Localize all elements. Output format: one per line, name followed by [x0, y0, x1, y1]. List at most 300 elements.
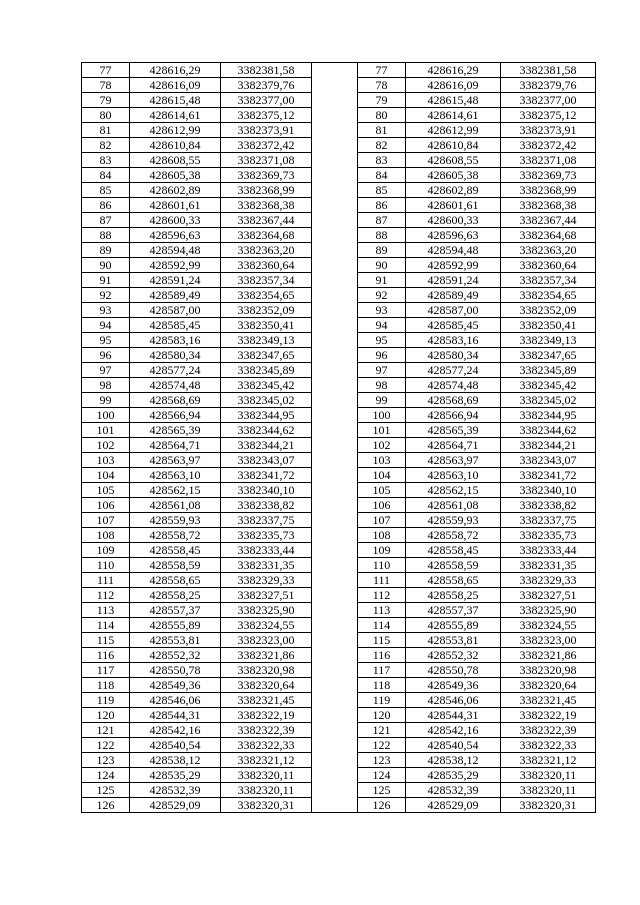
left-x-coordinate-cell: 428562,15	[130, 483, 221, 498]
right-point-number-cell: 100	[358, 408, 406, 423]
right-y-coordinate-cell: 3382368,99	[501, 183, 596, 198]
right-point-number-cell: 122	[358, 738, 406, 753]
left-point-number-cell: 114	[82, 618, 130, 633]
column-gap	[312, 468, 358, 483]
right-y-coordinate-cell: 3382331,35	[501, 558, 596, 573]
left-y-coordinate-cell: 3382357,34	[221, 273, 312, 288]
column-gap	[312, 303, 358, 318]
right-x-coordinate-cell: 428561,08	[406, 498, 501, 513]
right-y-coordinate-cell: 3382345,89	[501, 363, 596, 378]
table-row	[82, 318, 596, 333]
left-y-coordinate-cell: 3382371,08	[221, 153, 312, 168]
left-point-number-cell: 82	[82, 138, 130, 153]
left-x-coordinate-cell: 428558,25	[130, 588, 221, 603]
right-y-coordinate-cell: 3382375,12	[501, 108, 596, 123]
right-point-number-cell: 84	[358, 168, 406, 183]
right-x-coordinate-cell: 428565,39	[406, 423, 501, 438]
right-point-number-cell: 86	[358, 198, 406, 213]
left-point-number-cell: 91	[82, 273, 130, 288]
column-gap	[312, 723, 358, 738]
right-point-number-cell: 110	[358, 558, 406, 573]
left-point-number-cell: 101	[82, 423, 130, 438]
right-x-coordinate-cell: 428558,45	[406, 543, 501, 558]
table-row	[82, 408, 596, 423]
left-y-coordinate-cell: 3382327,51	[221, 588, 312, 603]
left-y-coordinate-cell: 3382368,38	[221, 198, 312, 213]
right-x-coordinate-cell: 428580,34	[406, 348, 501, 363]
table-row	[82, 93, 596, 108]
left-y-coordinate-cell: 3382331,35	[221, 558, 312, 573]
right-point-number-cell: 105	[358, 483, 406, 498]
left-point-number-cell: 104	[82, 468, 130, 483]
right-point-number-cell: 79	[358, 93, 406, 108]
right-y-coordinate-cell: 3382381,58	[501, 63, 596, 78]
right-x-coordinate-cell: 428553,81	[406, 633, 501, 648]
left-x-coordinate-cell: 428602,89	[130, 183, 221, 198]
left-y-coordinate-cell: 3382345,02	[221, 393, 312, 408]
column-gap	[312, 333, 358, 348]
right-y-coordinate-cell: 3382337,75	[501, 513, 596, 528]
left-y-coordinate-cell: 3382320,98	[221, 663, 312, 678]
left-point-number-cell: 117	[82, 663, 130, 678]
left-y-coordinate-cell: 3382344,95	[221, 408, 312, 423]
left-x-coordinate-cell: 428614,61	[130, 108, 221, 123]
left-y-coordinate-cell: 3382321,45	[221, 693, 312, 708]
right-x-coordinate-cell: 428615,48	[406, 93, 501, 108]
right-y-coordinate-cell: 3382371,08	[501, 153, 596, 168]
right-point-number-cell: 114	[358, 618, 406, 633]
table-row	[82, 453, 596, 468]
right-point-number-cell: 113	[358, 603, 406, 618]
table-row	[82, 108, 596, 123]
left-point-number-cell: 88	[82, 228, 130, 243]
table-row	[82, 153, 596, 168]
table-row	[82, 528, 596, 543]
left-point-number-cell: 96	[82, 348, 130, 363]
right-x-coordinate-cell: 428540,54	[406, 738, 501, 753]
table-row	[82, 393, 596, 408]
table-row	[82, 483, 596, 498]
right-point-number-cell: 83	[358, 153, 406, 168]
right-x-coordinate-cell: 428557,37	[406, 603, 501, 618]
right-y-coordinate-cell: 3382320,31	[501, 798, 596, 813]
table-row	[82, 678, 596, 693]
left-y-coordinate-cell: 3382363,20	[221, 243, 312, 258]
right-y-coordinate-cell: 3382369,73	[501, 168, 596, 183]
right-y-coordinate-cell: 3382360,64	[501, 258, 596, 273]
left-y-coordinate-cell: 3382324,55	[221, 618, 312, 633]
left-point-number-cell: 107	[82, 513, 130, 528]
right-point-number-cell: 101	[358, 423, 406, 438]
column-gap	[312, 138, 358, 153]
right-point-number-cell: 106	[358, 498, 406, 513]
table-row	[82, 333, 596, 348]
right-y-coordinate-cell: 3382325,90	[501, 603, 596, 618]
right-x-coordinate-cell: 428558,65	[406, 573, 501, 588]
table-row	[82, 738, 596, 753]
table-row	[82, 198, 596, 213]
right-point-number-cell: 119	[358, 693, 406, 708]
right-point-number-cell: 109	[358, 543, 406, 558]
right-y-coordinate-cell: 3382324,55	[501, 618, 596, 633]
left-x-coordinate-cell: 428553,81	[130, 633, 221, 648]
right-x-coordinate-cell: 428612,99	[406, 123, 501, 138]
column-gap	[312, 63, 358, 78]
right-y-coordinate-cell: 3382377,00	[501, 93, 596, 108]
column-gap	[312, 438, 358, 453]
left-point-number-cell: 105	[82, 483, 130, 498]
left-x-coordinate-cell: 428544,31	[130, 708, 221, 723]
table-row	[82, 258, 596, 273]
right-x-coordinate-cell: 428546,06	[406, 693, 501, 708]
right-y-coordinate-cell: 3382322,39	[501, 723, 596, 738]
right-point-number-cell: 88	[358, 228, 406, 243]
right-point-number-cell: 89	[358, 243, 406, 258]
left-x-coordinate-cell: 428546,06	[130, 693, 221, 708]
column-gap	[312, 123, 358, 138]
right-x-coordinate-cell: 428563,10	[406, 468, 501, 483]
right-x-coordinate-cell: 428592,99	[406, 258, 501, 273]
left-x-coordinate-cell: 428583,16	[130, 333, 221, 348]
table-row	[82, 663, 596, 678]
column-gap	[312, 93, 358, 108]
column-gap	[312, 753, 358, 768]
right-x-coordinate-cell: 428562,15	[406, 483, 501, 498]
column-gap	[312, 783, 358, 798]
column-gap	[312, 153, 358, 168]
right-y-coordinate-cell: 3382352,09	[501, 303, 596, 318]
left-y-coordinate-cell: 3382338,82	[221, 498, 312, 513]
table-row	[82, 603, 596, 618]
left-point-number-cell: 123	[82, 753, 130, 768]
table-row	[82, 693, 596, 708]
left-x-coordinate-cell: 428563,10	[130, 468, 221, 483]
left-x-coordinate-cell: 428580,34	[130, 348, 221, 363]
right-y-coordinate-cell: 3382329,33	[501, 573, 596, 588]
left-y-coordinate-cell: 3382368,99	[221, 183, 312, 198]
left-x-coordinate-cell: 428596,63	[130, 228, 221, 243]
right-y-coordinate-cell: 3382368,38	[501, 198, 596, 213]
left-y-coordinate-cell: 3382369,73	[221, 168, 312, 183]
right-point-number-cell: 90	[358, 258, 406, 273]
right-y-coordinate-cell: 3382357,34	[501, 273, 596, 288]
column-gap	[312, 603, 358, 618]
left-x-coordinate-cell: 428565,39	[130, 423, 221, 438]
right-point-number-cell: 99	[358, 393, 406, 408]
right-x-coordinate-cell: 428596,63	[406, 228, 501, 243]
left-x-coordinate-cell: 428577,24	[130, 363, 221, 378]
right-point-number-cell: 85	[358, 183, 406, 198]
table-row	[82, 213, 596, 228]
left-x-coordinate-cell: 428585,45	[130, 318, 221, 333]
right-y-coordinate-cell: 3382345,42	[501, 378, 596, 393]
left-point-number-cell: 103	[82, 453, 130, 468]
left-x-coordinate-cell: 428610,84	[130, 138, 221, 153]
right-x-coordinate-cell: 428550,78	[406, 663, 501, 678]
table-row	[82, 123, 596, 138]
left-y-coordinate-cell: 3382379,76	[221, 78, 312, 93]
column-gap	[312, 393, 358, 408]
right-x-coordinate-cell: 428594,48	[406, 243, 501, 258]
table-row	[82, 633, 596, 648]
left-point-number-cell: 119	[82, 693, 130, 708]
right-point-number-cell: 125	[358, 783, 406, 798]
left-x-coordinate-cell: 428532,39	[130, 783, 221, 798]
column-gap	[312, 348, 358, 363]
left-y-coordinate-cell: 3382320,11	[221, 783, 312, 798]
right-point-number-cell: 97	[358, 363, 406, 378]
left-point-number-cell: 124	[82, 768, 130, 783]
left-point-number-cell: 122	[82, 738, 130, 753]
right-x-coordinate-cell: 428585,45	[406, 318, 501, 333]
left-y-coordinate-cell: 3382373,91	[221, 123, 312, 138]
right-point-number-cell: 124	[358, 768, 406, 783]
table-row	[82, 303, 596, 318]
left-y-coordinate-cell: 3382322,39	[221, 723, 312, 738]
left-x-coordinate-cell: 428558,72	[130, 528, 221, 543]
column-gap	[312, 528, 358, 543]
right-x-coordinate-cell: 428549,36	[406, 678, 501, 693]
left-y-coordinate-cell: 3382321,86	[221, 648, 312, 663]
column-gap	[312, 168, 358, 183]
column-gap	[312, 648, 358, 663]
right-x-coordinate-cell: 428538,12	[406, 753, 501, 768]
left-y-coordinate-cell: 3382333,44	[221, 543, 312, 558]
column-gap	[312, 243, 358, 258]
right-x-coordinate-cell: 428559,93	[406, 513, 501, 528]
column-gap	[312, 423, 358, 438]
right-point-number-cell: 93	[358, 303, 406, 318]
left-x-coordinate-cell: 428563,97	[130, 453, 221, 468]
column-gap	[312, 288, 358, 303]
right-x-coordinate-cell: 428563,97	[406, 453, 501, 468]
right-y-coordinate-cell: 3382323,00	[501, 633, 596, 648]
right-point-number-cell: 95	[358, 333, 406, 348]
column-gap	[312, 213, 358, 228]
left-point-number-cell: 116	[82, 648, 130, 663]
table-row	[82, 573, 596, 588]
left-y-coordinate-cell: 3382320,31	[221, 798, 312, 813]
column-gap	[312, 543, 358, 558]
column-gap	[312, 198, 358, 213]
right-y-coordinate-cell: 3382321,45	[501, 693, 596, 708]
left-x-coordinate-cell: 428591,24	[130, 273, 221, 288]
left-point-number-cell: 99	[82, 393, 130, 408]
left-y-coordinate-cell: 3382321,12	[221, 753, 312, 768]
right-x-coordinate-cell: 428591,24	[406, 273, 501, 288]
right-x-coordinate-cell: 428542,16	[406, 723, 501, 738]
column-gap	[312, 798, 358, 813]
right-point-number-cell: 115	[358, 633, 406, 648]
table-row	[82, 498, 596, 513]
right-y-coordinate-cell: 3382341,72	[501, 468, 596, 483]
right-x-coordinate-cell: 428602,89	[406, 183, 501, 198]
table-row	[82, 378, 596, 393]
right-y-coordinate-cell: 3382344,95	[501, 408, 596, 423]
column-gap	[312, 273, 358, 288]
left-x-coordinate-cell: 428559,93	[130, 513, 221, 528]
column-gap	[312, 408, 358, 423]
column-gap	[312, 588, 358, 603]
column-gap	[312, 498, 358, 513]
right-x-coordinate-cell: 428610,84	[406, 138, 501, 153]
table-row	[82, 78, 596, 93]
right-y-coordinate-cell: 3382321,12	[501, 753, 596, 768]
left-x-coordinate-cell: 428612,99	[130, 123, 221, 138]
left-y-coordinate-cell: 3382375,12	[221, 108, 312, 123]
left-point-number-cell: 87	[82, 213, 130, 228]
right-y-coordinate-cell: 3382367,44	[501, 213, 596, 228]
left-point-number-cell: 93	[82, 303, 130, 318]
table-row	[82, 783, 596, 798]
table-row	[82, 363, 596, 378]
right-y-coordinate-cell: 3382364,68	[501, 228, 596, 243]
column-gap	[312, 228, 358, 243]
left-x-coordinate-cell: 428535,29	[130, 768, 221, 783]
right-point-number-cell: 80	[358, 108, 406, 123]
left-point-number-cell: 81	[82, 123, 130, 138]
table-row	[82, 273, 596, 288]
left-point-number-cell: 92	[82, 288, 130, 303]
table-row	[82, 798, 596, 813]
left-y-coordinate-cell: 3382325,90	[221, 603, 312, 618]
right-y-coordinate-cell: 3382320,98	[501, 663, 596, 678]
right-x-coordinate-cell: 428544,31	[406, 708, 501, 723]
left-x-coordinate-cell: 428568,69	[130, 393, 221, 408]
right-point-number-cell: 117	[358, 663, 406, 678]
left-y-coordinate-cell: 3382340,10	[221, 483, 312, 498]
table-row	[82, 288, 596, 303]
right-x-coordinate-cell: 428532,39	[406, 783, 501, 798]
right-point-number-cell: 111	[358, 573, 406, 588]
left-x-coordinate-cell: 428564,71	[130, 438, 221, 453]
left-y-coordinate-cell: 3382322,19	[221, 708, 312, 723]
right-x-coordinate-cell: 428552,32	[406, 648, 501, 663]
left-point-number-cell: 95	[82, 333, 130, 348]
left-x-coordinate-cell: 428592,99	[130, 258, 221, 273]
left-x-coordinate-cell: 428557,37	[130, 603, 221, 618]
left-y-coordinate-cell: 3382367,44	[221, 213, 312, 228]
left-y-coordinate-cell: 3382320,64	[221, 678, 312, 693]
right-point-number-cell: 123	[358, 753, 406, 768]
right-x-coordinate-cell: 428558,59	[406, 558, 501, 573]
right-point-number-cell: 96	[358, 348, 406, 363]
left-x-coordinate-cell: 428529,09	[130, 798, 221, 813]
right-y-coordinate-cell: 3382333,44	[501, 543, 596, 558]
right-x-coordinate-cell: 428577,24	[406, 363, 501, 378]
column-gap	[312, 768, 358, 783]
left-x-coordinate-cell: 428594,48	[130, 243, 221, 258]
right-point-number-cell: 92	[358, 288, 406, 303]
left-point-number-cell: 78	[82, 78, 130, 93]
right-point-number-cell: 98	[358, 378, 406, 393]
right-x-coordinate-cell: 428589,49	[406, 288, 501, 303]
left-x-coordinate-cell: 428555,89	[130, 618, 221, 633]
left-point-number-cell: 115	[82, 633, 130, 648]
right-y-coordinate-cell: 3382321,86	[501, 648, 596, 663]
right-point-number-cell: 107	[358, 513, 406, 528]
left-x-coordinate-cell: 428552,32	[130, 648, 221, 663]
right-point-number-cell: 94	[358, 318, 406, 333]
right-y-coordinate-cell: 3382320,11	[501, 768, 596, 783]
right-x-coordinate-cell: 428605,38	[406, 168, 501, 183]
coordinates-table	[81, 62, 596, 813]
left-point-number-cell: 94	[82, 318, 130, 333]
right-x-coordinate-cell: 428529,09	[406, 798, 501, 813]
left-x-coordinate-cell: 428558,45	[130, 543, 221, 558]
left-point-number-cell: 112	[82, 588, 130, 603]
table-row	[82, 723, 596, 738]
right-y-coordinate-cell: 3382345,02	[501, 393, 596, 408]
column-gap	[312, 258, 358, 273]
left-x-coordinate-cell: 428616,29	[130, 63, 221, 78]
left-y-coordinate-cell: 3382345,42	[221, 378, 312, 393]
left-y-coordinate-cell: 3382352,09	[221, 303, 312, 318]
left-y-coordinate-cell: 3382322,33	[221, 738, 312, 753]
column-gap	[312, 378, 358, 393]
right-point-number-cell: 77	[358, 63, 406, 78]
left-point-number-cell: 113	[82, 603, 130, 618]
right-x-coordinate-cell: 428600,33	[406, 213, 501, 228]
left-x-coordinate-cell: 428558,65	[130, 573, 221, 588]
left-point-number-cell: 110	[82, 558, 130, 573]
left-x-coordinate-cell: 428616,09	[130, 78, 221, 93]
left-x-coordinate-cell: 428566,94	[130, 408, 221, 423]
right-x-coordinate-cell: 428614,61	[406, 108, 501, 123]
left-y-coordinate-cell: 3382335,73	[221, 528, 312, 543]
right-x-coordinate-cell: 428558,72	[406, 528, 501, 543]
left-point-number-cell: 86	[82, 198, 130, 213]
right-x-coordinate-cell: 428616,29	[406, 63, 501, 78]
right-y-coordinate-cell: 3382344,62	[501, 423, 596, 438]
right-x-coordinate-cell: 428566,94	[406, 408, 501, 423]
left-y-coordinate-cell: 3382345,89	[221, 363, 312, 378]
column-gap	[312, 483, 358, 498]
left-x-coordinate-cell: 428574,48	[130, 378, 221, 393]
left-point-number-cell: 111	[82, 573, 130, 588]
right-y-coordinate-cell: 3382322,33	[501, 738, 596, 753]
left-y-coordinate-cell: 3382341,72	[221, 468, 312, 483]
right-y-coordinate-cell: 3382349,13	[501, 333, 596, 348]
column-gap	[312, 183, 358, 198]
right-point-number-cell: 102	[358, 438, 406, 453]
right-point-number-cell: 108	[358, 528, 406, 543]
right-y-coordinate-cell: 3382322,19	[501, 708, 596, 723]
table-row	[82, 768, 596, 783]
right-point-number-cell: 81	[358, 123, 406, 138]
right-point-number-cell: 126	[358, 798, 406, 813]
column-gap	[312, 453, 358, 468]
right-point-number-cell: 104	[358, 468, 406, 483]
right-y-coordinate-cell: 3382340,10	[501, 483, 596, 498]
left-y-coordinate-cell: 3382344,21	[221, 438, 312, 453]
right-point-number-cell: 118	[358, 678, 406, 693]
left-point-number-cell: 106	[82, 498, 130, 513]
left-point-number-cell: 120	[82, 708, 130, 723]
left-x-coordinate-cell: 428608,55	[130, 153, 221, 168]
table-row	[82, 708, 596, 723]
left-point-number-cell: 80	[82, 108, 130, 123]
right-point-number-cell: 103	[358, 453, 406, 468]
left-y-coordinate-cell: 3382337,75	[221, 513, 312, 528]
left-point-number-cell: 121	[82, 723, 130, 738]
table-row	[82, 228, 596, 243]
table-row	[82, 513, 596, 528]
left-point-number-cell: 126	[82, 798, 130, 813]
table-row	[82, 558, 596, 573]
table-row	[82, 438, 596, 453]
right-point-number-cell: 82	[358, 138, 406, 153]
